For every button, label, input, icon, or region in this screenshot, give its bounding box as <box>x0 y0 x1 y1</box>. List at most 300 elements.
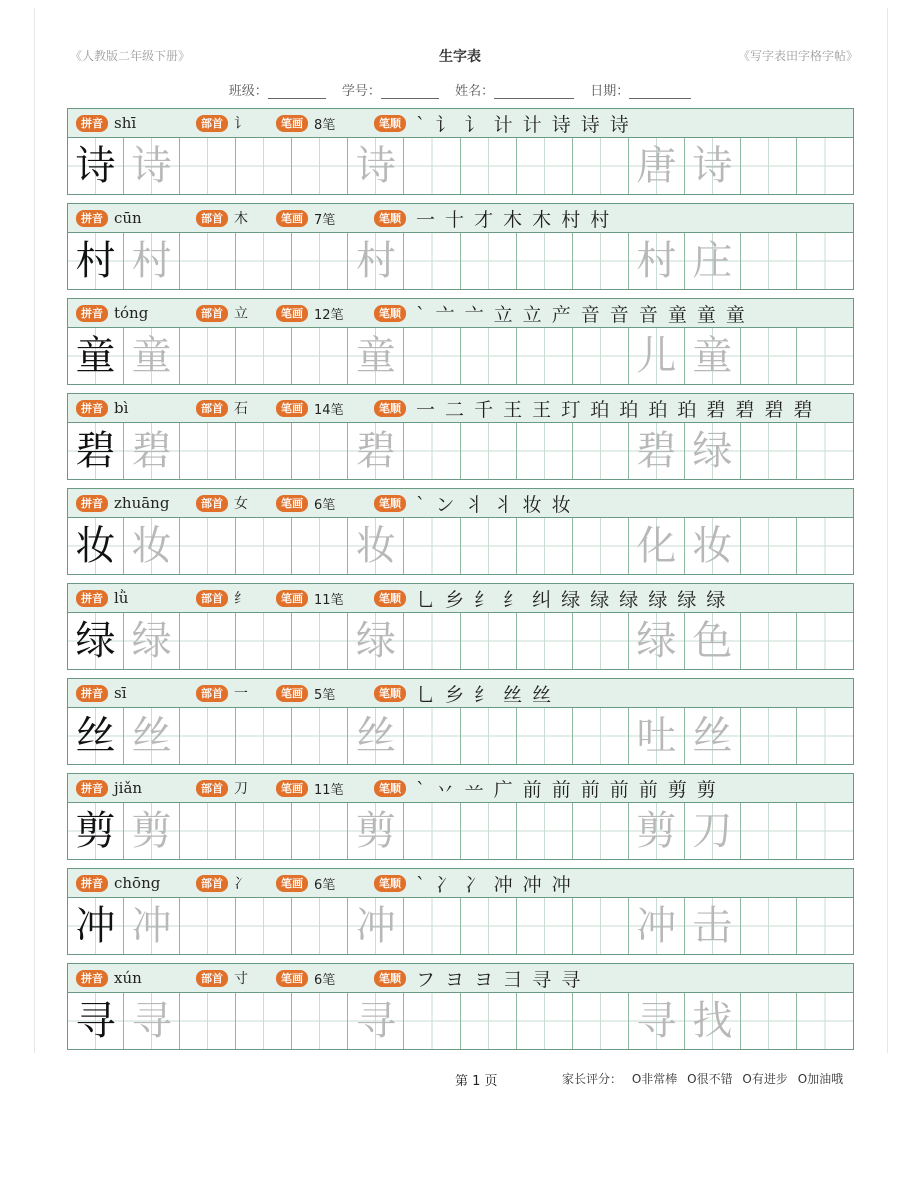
character-info-bar <box>67 203 854 233</box>
eval-label: 家长评分： <box>562 1072 623 1086</box>
tianzige-cell[interactable] <box>741 423 797 479</box>
character-info-bar <box>67 773 854 803</box>
trace-character: 绿 <box>131 618 172 664</box>
pinyin-segment <box>68 114 196 132</box>
stroke-order-segment <box>374 395 815 422</box>
tianzige-cell[interactable] <box>292 708 348 764</box>
tianzige-cell[interactable] <box>797 518 853 574</box>
tianzige-cell[interactable] <box>797 803 853 859</box>
stroke-count-tag: 笔画 <box>276 875 308 892</box>
character-entry <box>67 773 854 868</box>
stroke-order-segment <box>374 585 727 612</box>
trace-character: 剪 <box>355 808 396 854</box>
tianzige-cell[interactable] <box>461 233 517 289</box>
tianzige-cell[interactable] <box>797 898 853 954</box>
tianzige-cell[interactable] <box>517 518 573 574</box>
pinyin-value: jiǎn <box>114 779 143 797</box>
tianzige-cell[interactable] <box>461 613 517 669</box>
radical-tag: 部首 <box>196 685 228 702</box>
radical-value: 一 <box>234 686 248 702</box>
tianzige-cell[interactable] <box>180 138 236 194</box>
pinyin-value: sī <box>114 684 127 702</box>
stroke-count-value: 7笔 <box>314 212 336 228</box>
stroke-count-segment <box>276 589 374 608</box>
tianzige-cell[interactable] <box>292 423 348 479</box>
radical-value: 立 <box>234 306 248 322</box>
tianzige-cell[interactable] <box>461 993 517 1049</box>
tianzige-cell[interactable] <box>517 898 573 954</box>
tianzige-cell[interactable] <box>292 328 348 384</box>
tianzige-cell[interactable] <box>180 898 236 954</box>
stroke-order-value: ` 亠 亠 立 立 产 音 音 音 童 童 童 <box>416 303 747 326</box>
stroke-order-tag: 笔顺 <box>374 495 406 512</box>
tianzige-cell[interactable] <box>236 898 292 954</box>
trace-character: 化 <box>636 523 677 569</box>
trace-character: 村 <box>355 238 396 284</box>
tianzige-cell[interactable] <box>741 613 797 669</box>
trace-character: 妆 <box>131 523 172 569</box>
stroke-order-value: 乚 乡 纟 丝 丝 <box>416 683 554 706</box>
tianzige-cell[interactable] <box>629 803 685 859</box>
model-character: 丝 <box>75 713 116 759</box>
tianzige-cell[interactable] <box>348 328 404 384</box>
stroke-order-tag: 笔顺 <box>374 685 406 702</box>
tianzige-cell[interactable] <box>685 613 741 669</box>
tianzige-cell[interactable] <box>236 233 292 289</box>
tianzige-cell[interactable] <box>180 328 236 384</box>
stroke-order-segment <box>374 300 747 327</box>
header-left: 《人教版二年级下册》 <box>70 49 191 63</box>
tianzige-grid <box>67 518 854 575</box>
tianzige-grid <box>67 613 854 670</box>
tianzige-cell[interactable] <box>517 233 573 289</box>
tianzige-cell[interactable] <box>573 803 629 859</box>
tianzige-cell[interactable] <box>573 613 629 669</box>
tianzige-cell[interactable] <box>741 898 797 954</box>
pinyin-segment <box>68 969 196 987</box>
radical-tag: 部首 <box>196 780 228 797</box>
trace-character: 冲 <box>131 903 172 949</box>
stroke-count-tag: 笔画 <box>276 685 308 702</box>
eval-option-good[interactable]: O很不错 <box>687 1072 733 1086</box>
tianzige-cell[interactable] <box>741 233 797 289</box>
eval-option-excellent[interactable]: O非常棒 <box>631 1072 678 1086</box>
pinyin-value: cūn <box>114 209 142 227</box>
tianzige-cell[interactable] <box>124 518 180 574</box>
radical-segment <box>196 873 276 893</box>
stroke-count-value: 8笔 <box>314 117 336 133</box>
tianzige-cell[interactable] <box>629 138 685 194</box>
radical-segment <box>196 303 276 323</box>
tianzige-cell[interactable] <box>404 993 460 1049</box>
tianzige-cell[interactable] <box>685 898 741 954</box>
tianzige-cell[interactable] <box>629 233 685 289</box>
character-info-bar <box>67 868 854 898</box>
trace-character: 绿 <box>692 428 733 474</box>
character-info-bar <box>67 393 854 423</box>
tianzige-cell[interactable] <box>68 613 124 669</box>
stroke-count-value: 5笔 <box>314 687 336 703</box>
tianzige-cell[interactable] <box>236 708 292 764</box>
tianzige-cell[interactable] <box>236 803 292 859</box>
radical-segment <box>196 588 276 608</box>
character-entry <box>67 393 854 488</box>
tianzige-cell[interactable] <box>404 708 460 764</box>
page-number: 第 1 页 <box>455 1074 498 1089</box>
character-entry <box>67 583 854 678</box>
character-info-bar <box>67 298 854 328</box>
tianzige-cell[interactable] <box>461 328 517 384</box>
model-character: 碧 <box>75 428 116 474</box>
trace-character: 寻 <box>131 998 172 1044</box>
eval-option-keep-going[interactable]: O加油哦 <box>797 1072 844 1086</box>
tianzige-cell[interactable] <box>124 613 180 669</box>
tianzige-cell[interactable] <box>573 518 629 574</box>
pinyin-segment <box>68 209 196 227</box>
tianzige-cell[interactable] <box>124 898 180 954</box>
tianzige-cell[interactable] <box>404 423 460 479</box>
tianzige-cell[interactable] <box>348 138 404 194</box>
tianzige-cell[interactable] <box>573 138 629 194</box>
pinyin-tag: 拼音 <box>76 875 108 892</box>
tianzige-cell[interactable] <box>292 613 348 669</box>
stroke-count-tag: 笔画 <box>276 780 308 797</box>
radical-tag: 部首 <box>196 305 228 322</box>
tianzige-cell[interactable] <box>517 708 573 764</box>
stroke-order-tag: 笔顺 <box>374 780 406 797</box>
tianzige-cell[interactable] <box>124 423 180 479</box>
tianzige-cell[interactable] <box>68 898 124 954</box>
radical-value: 纟 <box>234 591 248 607</box>
tianzige-cell[interactable] <box>68 993 124 1049</box>
stroke-count-tag: 笔画 <box>276 305 308 322</box>
tianzige-cell[interactable] <box>180 518 236 574</box>
tianzige-cell[interactable] <box>461 708 517 764</box>
stroke-order-value: ` 讠 讠 计 计 诗 诗 诗 <box>416 113 631 136</box>
model-character: 寻 <box>75 998 116 1044</box>
radical-value: 刀 <box>234 781 248 797</box>
tianzige-cell[interactable] <box>236 138 292 194</box>
tianzige-cell[interactable] <box>629 613 685 669</box>
tianzige-cell[interactable] <box>741 803 797 859</box>
radical-segment <box>196 778 276 798</box>
tianzige-cell[interactable] <box>685 803 741 859</box>
pinyin-value: tóng <box>114 304 149 322</box>
radical-segment <box>196 113 276 133</box>
tianzige-cell[interactable] <box>348 613 404 669</box>
tianzige-cell[interactable] <box>685 328 741 384</box>
tianzige-cell[interactable] <box>461 138 517 194</box>
tianzige-cell[interactable] <box>236 328 292 384</box>
model-character: 诗 <box>75 143 116 189</box>
tianzige-cell[interactable] <box>685 138 741 194</box>
stroke-count-value: 6笔 <box>314 877 336 893</box>
stroke-order-segment <box>374 870 573 897</box>
tianzige-cell[interactable] <box>68 328 124 384</box>
class-field[interactable] <box>229 84 326 99</box>
radical-value: 冫 <box>234 876 248 892</box>
tianzige-cell[interactable] <box>573 423 629 479</box>
tianzige-grid <box>67 328 854 385</box>
eval-option-progress[interactable]: O有进步 <box>742 1072 788 1086</box>
model-character: 村 <box>75 238 116 284</box>
parent-evaluation <box>562 1070 843 1087</box>
class-blank[interactable] <box>268 86 326 99</box>
tianzige-cell[interactable] <box>573 328 629 384</box>
tianzige-cell[interactable] <box>629 328 685 384</box>
tianzige-cell[interactable] <box>404 233 460 289</box>
tianzige-cell[interactable] <box>124 328 180 384</box>
tianzige-cell[interactable] <box>797 328 853 384</box>
pinyin-segment <box>68 589 196 607</box>
tianzige-cell[interactable] <box>461 803 517 859</box>
tianzige-cell[interactable] <box>629 423 685 479</box>
tianzige-cell[interactable] <box>292 518 348 574</box>
radical-value: 木 <box>234 211 248 227</box>
trace-character: 诗 <box>131 143 172 189</box>
tianzige-cell[interactable] <box>685 993 741 1049</box>
model-character: 妆 <box>75 523 116 569</box>
stroke-count-value: 14笔 <box>314 402 344 418</box>
pinyin-segment <box>68 874 196 892</box>
trace-character: 唐 <box>636 143 677 189</box>
tianzige-cell[interactable] <box>573 708 629 764</box>
tianzige-cell[interactable] <box>68 708 124 764</box>
student-id-blank[interactable] <box>381 86 439 99</box>
tianzige-cell[interactable] <box>180 423 236 479</box>
trace-character: 剪 <box>131 808 172 854</box>
tianzige-cell[interactable] <box>404 138 460 194</box>
tianzige-cell[interactable] <box>68 518 124 574</box>
tianzige-cell[interactable] <box>741 708 797 764</box>
tianzige-cell[interactable] <box>685 708 741 764</box>
radical-segment <box>196 208 276 228</box>
stroke-count-tag: 笔画 <box>276 115 308 132</box>
tianzige-cell[interactable] <box>68 138 124 194</box>
trace-character: 吐 <box>636 713 677 759</box>
tianzige-cell[interactable] <box>180 708 236 764</box>
tianzige-cell[interactable] <box>236 423 292 479</box>
tianzige-cell[interactable] <box>629 993 685 1049</box>
stroke-count-value: 11笔 <box>314 782 344 798</box>
tianzige-cell[interactable] <box>741 518 797 574</box>
tianzige-cell[interactable] <box>292 138 348 194</box>
trace-character: 童 <box>131 333 172 379</box>
model-character: 童 <box>75 333 116 379</box>
model-character: 剪 <box>75 808 116 854</box>
stroke-order-segment <box>374 775 718 802</box>
stroke-count-tag: 笔画 <box>276 970 308 987</box>
student-id-field[interactable] <box>342 84 439 99</box>
tianzige-cell[interactable] <box>180 233 236 289</box>
radical-segment <box>196 398 276 418</box>
character-info-bar <box>67 488 854 518</box>
tianzige-grid <box>67 898 854 955</box>
tianzige-cell[interactable] <box>685 233 741 289</box>
tianzige-cell[interactable] <box>68 423 124 479</box>
trace-character: 诗 <box>692 143 733 189</box>
trace-character: 童 <box>692 333 733 379</box>
tianzige-cell[interactable] <box>461 898 517 954</box>
radical-segment <box>196 968 276 988</box>
tianzige-cell[interactable] <box>797 233 853 289</box>
stroke-order-tag: 笔顺 <box>374 305 406 322</box>
tianzige-cell[interactable] <box>517 993 573 1049</box>
trace-character: 绿 <box>636 618 677 664</box>
tianzige-cell[interactable] <box>348 898 404 954</box>
stroke-order-tag: 笔顺 <box>374 210 406 227</box>
tianzige-grid <box>67 708 854 765</box>
trace-character: 庄 <box>692 238 733 284</box>
date-label: 日期： <box>590 84 630 99</box>
stroke-order-value: 一 十 才 木 木 村 村 <box>416 208 612 231</box>
tianzige-cell[interactable] <box>797 613 853 669</box>
radical-tag: 部首 <box>196 400 228 417</box>
trace-character: 碧 <box>355 428 396 474</box>
tianzige-cell[interactable] <box>292 803 348 859</box>
tianzige-cell[interactable] <box>180 993 236 1049</box>
name-label: 姓名： <box>455 84 495 99</box>
tianzige-cell[interactable] <box>348 233 404 289</box>
tianzige-cell[interactable] <box>741 328 797 384</box>
character-table <box>67 108 854 1058</box>
tianzige-cell[interactable] <box>348 518 404 574</box>
tianzige-cell[interactable] <box>236 993 292 1049</box>
name-field[interactable] <box>455 84 574 99</box>
tianzige-cell[interactable] <box>124 993 180 1049</box>
pinyin-tag: 拼音 <box>76 970 108 987</box>
stroke-count-segment <box>276 304 374 323</box>
trace-character: 妆 <box>692 523 733 569</box>
tianzige-cell[interactable] <box>517 803 573 859</box>
tianzige-cell[interactable] <box>68 233 124 289</box>
tianzige-cell[interactable] <box>797 708 853 764</box>
character-info-bar <box>67 678 854 708</box>
tianzige-cell[interactable] <box>404 803 460 859</box>
stroke-order-value: ` 丷 䒑 广 前 前 前 前 前 剪 剪 <box>416 778 718 801</box>
header-right: 《写字表田字格字帖》 <box>737 49 858 63</box>
trace-character: 寻 <box>636 998 677 1044</box>
tianzige-cell[interactable] <box>292 898 348 954</box>
tianzige-cell[interactable] <box>68 803 124 859</box>
tianzige-cell[interactable] <box>517 423 573 479</box>
tianzige-grid <box>67 423 854 480</box>
tianzige-cell[interactable] <box>404 898 460 954</box>
tianzige-cell[interactable] <box>404 613 460 669</box>
trace-character: 童 <box>355 333 396 379</box>
tianzige-cell[interactable] <box>517 138 573 194</box>
stroke-order-tag: 笔顺 <box>374 400 406 417</box>
stroke-order-tag: 笔顺 <box>374 875 406 892</box>
tianzige-cell[interactable] <box>348 708 404 764</box>
name-blank[interactable] <box>494 86 574 99</box>
tianzige-grid <box>67 233 854 290</box>
tianzige-cell[interactable] <box>517 328 573 384</box>
tianzige-cell[interactable] <box>741 138 797 194</box>
tianzige-cell[interactable] <box>517 613 573 669</box>
character-info-bar <box>67 963 854 993</box>
tianzige-cell[interactable] <box>292 233 348 289</box>
stroke-count-segment <box>276 779 374 798</box>
radical-segment <box>196 493 276 513</box>
tianzige-cell[interactable] <box>348 993 404 1049</box>
tianzige-cell[interactable] <box>461 518 517 574</box>
tianzige-cell[interactable] <box>348 423 404 479</box>
stroke-count-segment <box>276 399 374 418</box>
radical-segment <box>196 683 276 703</box>
tianzige-cell[interactable] <box>573 898 629 954</box>
tianzige-cell[interactable] <box>797 423 853 479</box>
tianzige-cell[interactable] <box>685 423 741 479</box>
stroke-order-value: ` ン 丬 丬 妆 妆 <box>416 493 573 516</box>
tianzige-cell[interactable] <box>236 518 292 574</box>
trace-character: 诗 <box>355 143 396 189</box>
character-info-bar <box>67 583 854 613</box>
tianzige-cell[interactable] <box>573 993 629 1049</box>
pinyin-value: lǜ <box>114 589 129 607</box>
tianzige-cell[interactable] <box>629 708 685 764</box>
radical-tag: 部首 <box>196 590 228 607</box>
tianzige-cell[interactable] <box>292 993 348 1049</box>
radical-value: 女 <box>234 496 248 512</box>
stroke-count-tag: 笔画 <box>276 590 308 607</box>
tianzige-cell[interactable] <box>573 233 629 289</box>
tianzige-cell[interactable] <box>685 518 741 574</box>
tianzige-cell[interactable] <box>741 993 797 1049</box>
tianzige-grid <box>67 138 854 195</box>
date-blank[interactable] <box>629 86 691 99</box>
stroke-order-tag: 笔顺 <box>374 590 406 607</box>
trace-character: 找 <box>692 998 733 1044</box>
pinyin-segment <box>68 494 196 512</box>
tianzige-cell[interactable] <box>236 613 292 669</box>
tianzige-cell[interactable] <box>404 328 460 384</box>
page-title: 生字表 <box>439 49 481 65</box>
stroke-order-value: ` 冫 冫 冲 冲 冲 <box>416 873 573 896</box>
trace-character: 刀 <box>692 808 733 854</box>
stroke-order-tag: 笔顺 <box>374 970 406 987</box>
tianzige-cell[interactable] <box>797 993 853 1049</box>
stroke-count-tag: 笔画 <box>276 495 308 512</box>
tianzige-cell[interactable] <box>461 423 517 479</box>
tianzige-cell[interactable] <box>124 138 180 194</box>
tianzige-cell[interactable] <box>180 803 236 859</box>
date-field[interactable] <box>590 84 691 99</box>
tianzige-cell[interactable] <box>124 708 180 764</box>
character-entry <box>67 678 854 773</box>
pinyin-value: xún <box>114 969 142 987</box>
tianzige-cell[interactable] <box>629 898 685 954</box>
stroke-order-value: 一 二 千 王 王 玎 珀 珀 珀 珀 碧 碧 碧 碧 <box>416 398 815 421</box>
stroke-count-segment <box>276 209 374 228</box>
tianzige-cell[interactable] <box>348 803 404 859</box>
tianzige-cell[interactable] <box>404 518 460 574</box>
tianzige-cell[interactable] <box>797 138 853 194</box>
character-entry <box>67 488 854 583</box>
trace-character: 丝 <box>355 713 396 759</box>
tianzige-cell[interactable] <box>124 803 180 859</box>
trace-character: 击 <box>692 903 733 949</box>
tianzige-cell[interactable] <box>124 233 180 289</box>
tianzige-cell[interactable] <box>180 613 236 669</box>
radical-value: 讠 <box>234 116 248 132</box>
pinyin-value: bì <box>114 399 129 417</box>
tianzige-cell[interactable] <box>629 518 685 574</box>
character-info-bar <box>67 108 854 138</box>
pinyin-segment <box>68 399 196 417</box>
stroke-order-segment <box>374 680 553 707</box>
pinyin-tag: 拼音 <box>76 400 108 417</box>
